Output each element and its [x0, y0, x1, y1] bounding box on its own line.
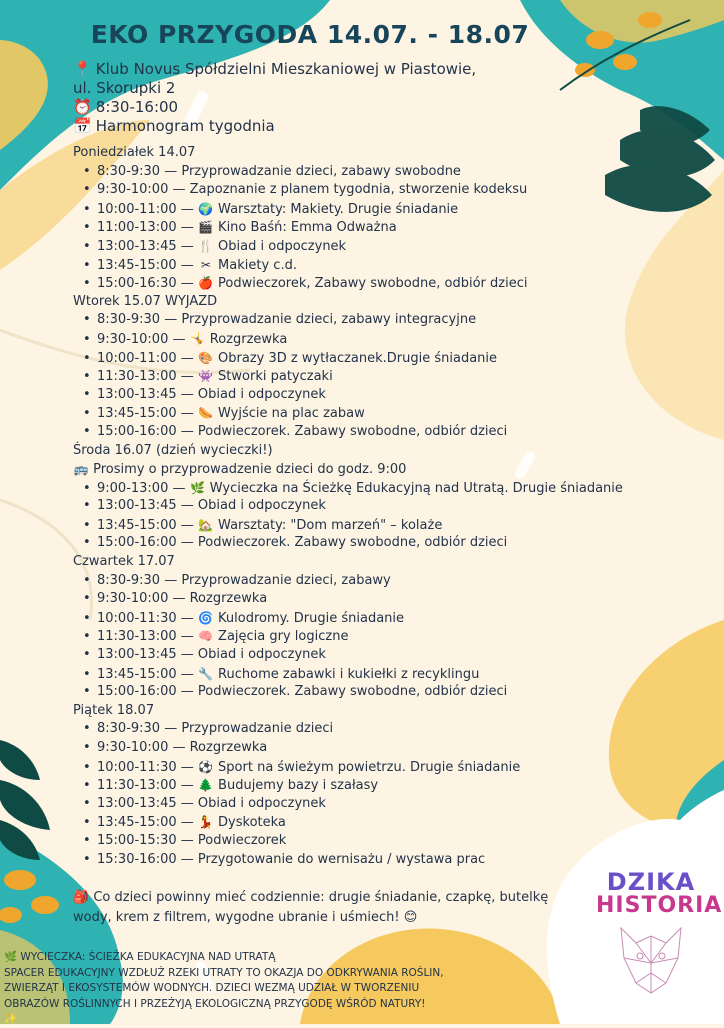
list-item [73, 237, 673, 256]
activity-icon: 🎬 [198, 220, 214, 235]
location-line-2: ul. Skorupki 2 [73, 79, 176, 97]
day-note-text: Prosimy o przyprowadzenie dzieci do godz. 9:00 [93, 462, 407, 478]
bullet-icon: • [83, 201, 91, 217]
item-time-text: 9:30-10:00 — Zapoznanie z planem tygodnia, stworzenie kodeksu [97, 182, 528, 198]
item-time-text: 10:00-11:00 — [97, 350, 194, 366]
day-heading: Środa 16.07 (dzień wycieczki!) [73, 442, 273, 458]
activity-text: Zajęcia gry logiczne [218, 629, 349, 645]
location-text-1: Klub Novus Spółdzielni Mieszkaniowej w Piastowie, [95, 60, 477, 78]
list-item [73, 181, 673, 200]
day-heading: Czwartek 17.07 [73, 554, 175, 570]
item-time-text: 10:00-11:00 — [97, 201, 194, 217]
bullet-icon: • [83, 163, 91, 179]
item-time-text: 13:00-13:45 — Obiad i odpoczynek [97, 795, 326, 811]
list-item [73, 813, 673, 832]
bullet-icon: • [83, 721, 91, 737]
list-item [73, 627, 673, 646]
activity-icon: 🌀 [198, 610, 214, 625]
bus-icon: 🚌 [73, 462, 89, 477]
list-item [73, 404, 673, 423]
hours-line [73, 98, 476, 117]
bullet-icon: • [83, 257, 91, 273]
wildcat-head-icon [596, 918, 706, 998]
list-item [73, 590, 673, 609]
gift-icon: 🎒 [73, 890, 90, 905]
list-item [73, 758, 673, 777]
list-item [73, 256, 673, 275]
list-item [73, 274, 673, 293]
bullet-icon: • [83, 182, 91, 198]
activity-text: Warsztaty: Makiety. Drugie śniadanie [218, 201, 459, 217]
list-item [73, 683, 673, 702]
item-time-text: 11:00-13:00 — [97, 220, 194, 236]
logo-line-2: HISTORIA [596, 893, 723, 918]
activity-icon: 👾 [198, 369, 214, 384]
bullet-icon: • [83, 369, 91, 385]
bullet-icon: • [83, 591, 91, 607]
activity-text: Wycieczka na Ścieżkę Edukacyjną nad Utratą. Drugie śniadanie [209, 480, 623, 496]
activity-text: Kino Baśń: Emma Odważna [218, 220, 397, 236]
activity-icon: 🤸 [190, 331, 206, 346]
essentials-line-2: wody, krem z filtrem, wygodne ubranie i uśmiech! [73, 910, 400, 925]
bullet-icon: • [83, 795, 91, 811]
bullet-icon: • [83, 406, 91, 422]
list-item [73, 720, 673, 739]
item-time-text: 13:45-15:00 — [97, 257, 194, 273]
activity-text: Budujemy bazy i szałasy [218, 778, 379, 794]
trip-title: WYCIECZKA: ŚCIEŻKA EDUKACYJNA NAD UTRATĄ [20, 951, 276, 963]
bullet-icon: • [83, 498, 91, 514]
bullet-icon: • [83, 684, 91, 700]
list-item [73, 423, 673, 442]
bullet-icon: • [83, 815, 91, 831]
bullet-icon: • [83, 276, 91, 292]
activity-text: Stworki patyczaki [218, 369, 333, 385]
item-time-text: 11:30-13:00 — [97, 778, 194, 794]
item-time-text: 13:00-13:45 — Obiad i odpoczynek [97, 647, 326, 663]
item-time-text: 13:45-15:00 — [97, 517, 194, 533]
logo-line-1: DZIKA [606, 868, 696, 896]
bullet-icon: • [83, 423, 91, 439]
item-time-text: 15:00-16:30 — [97, 276, 194, 292]
bullet-icon: • [83, 480, 91, 496]
activity-text: Obrazy 3D z wytłaczanek.Drugie śniadanie [218, 350, 498, 366]
day-heading: Piątek 18.07 [73, 702, 155, 718]
item-time-text: 13:00-13:45 — [97, 238, 194, 254]
activity-icon: 🎨 [198, 350, 214, 365]
schedule-heading-line [73, 117, 476, 136]
bullet-icon: • [83, 740, 91, 755]
activity-icon: 🔧 [198, 666, 214, 681]
item-time-text: 15:30-16:00 — Przygotowanie do wernisażu / wystawa prac [97, 851, 486, 867]
day-heading: Poniedziałek 14.07 [73, 145, 196, 160]
activity-icon: ⚽ [198, 759, 214, 774]
bullet-icon: • [83, 832, 91, 848]
day-heading: Wtorek 15.07 WYJAZD [73, 293, 218, 309]
bullet-icon: • [83, 331, 91, 347]
activity-text: Warsztaty: "Dom marzeń" – kolaże [218, 517, 443, 533]
schedule-heading: Harmonogram tygodnia [95, 117, 275, 135]
activity-text: Obiad i odpoczynek [218, 238, 347, 254]
list-item [73, 218, 673, 237]
activity-icon: ✂ [200, 257, 211, 272]
bullet-icon: • [83, 647, 91, 663]
activity-text: Podwieczorek, Zabawy swobodne, odbiór dzieci [218, 276, 528, 292]
activity-text: Ruchome zabawki i kukiełki z recyklingu [218, 666, 480, 682]
smile-icon: 😊 [403, 910, 418, 925]
bullet-icon: • [83, 312, 91, 328]
bullet-icon: • [83, 666, 91, 682]
list-item [73, 330, 673, 349]
bullet-icon: • [83, 629, 91, 645]
trip-description [4, 950, 524, 1028]
pin-icon: 📍 [73, 60, 92, 78]
item-time-text: 15:00-16:00 — Podwieczorek. Zabawy swobodne, odbiór dzieci [97, 684, 508, 700]
list-item [73, 367, 673, 386]
weekly-schedule [73, 144, 673, 869]
list-item [73, 646, 673, 665]
bullet-icon: • [83, 220, 91, 236]
alarm-clock-icon: ⏰ [73, 98, 92, 116]
bullet-icon: • [83, 851, 91, 867]
activity-icon: 💃 [198, 815, 214, 830]
list-item [73, 200, 673, 219]
list-item [73, 832, 673, 851]
location-line [73, 60, 476, 79]
daily-essentials [73, 888, 553, 928]
item-time-text: 8:30-9:30 — Przyprowadzanie dzieci [97, 721, 334, 737]
activity-text: Sport na świeżym powietrzu. Drugie śniadanie [218, 759, 521, 775]
event-info [73, 60, 476, 136]
item-time-text: 9:30-10:00 — Rozgrzewka [97, 740, 268, 755]
bullet-icon: • [83, 350, 91, 366]
item-time-text: 8:30-9:30 — Przyprowadzanie dzieci, zabawy integracyjne [97, 312, 477, 328]
activity-icon: 🍎 [198, 276, 214, 291]
item-time-text: 13:00-13:45 — Obiad i odpoczynek [97, 498, 326, 514]
item-time-text: 10:00-11:30 — [97, 759, 194, 775]
activity-icon: 🌭 [198, 406, 214, 421]
item-time-text: 8:30-9:30 — Przyprowadzanie dzieci, zabawy [97, 572, 391, 588]
dzika-historia-logo [596, 868, 723, 1002]
activity-icon: 🌿 [190, 480, 206, 495]
item-time-text: 15:00-16:00 — Podwieczorek. Zabawy swobodne, odbiór dzieci [97, 423, 508, 439]
sparkle-icon: ✨ [4, 1013, 18, 1025]
page-title: EKO PRZYGODA 14.07. - 18.07 [90, 20, 530, 49]
bullet-icon: • [83, 517, 91, 533]
list-item [73, 311, 673, 330]
list-item [73, 776, 673, 795]
item-time-text: 8:30-9:30 — Przyprowadzanie dzieci, zabawy swobodne [97, 163, 461, 179]
item-time-text: 13:00-13:45 — Obiad i odpoczynek [97, 386, 326, 402]
item-time-text: 13:45-15:00 — [97, 406, 194, 422]
bullet-icon: • [83, 572, 91, 588]
list-item [73, 572, 673, 591]
bullet-icon: • [83, 535, 91, 551]
bullet-icon: • [83, 759, 91, 775]
activity-icon: 🍴 [198, 238, 214, 253]
activity-text: Wyjście na plac zabaw [218, 406, 365, 422]
item-time-text: 15:00-16:00 — Podwieczorek. Zabawy swobodne, odbiór dzieci [97, 535, 508, 551]
bullet-icon: • [83, 386, 91, 402]
essentials-line-1: Co dzieci powinny mieć codziennie: drugie śniadanie, czapkę, butelkę [93, 890, 549, 905]
list-item [73, 386, 673, 405]
activity-icon: 🌍 [198, 201, 214, 216]
item-time-text: 13:45-15:00 — [97, 815, 194, 831]
list-item [73, 497, 673, 516]
item-time-text: 13:45-15:00 — [97, 666, 194, 682]
item-time-text: 9:00-13:00 — [97, 480, 186, 496]
herb-icon: 🌿 [4, 951, 18, 963]
list-item [73, 479, 673, 498]
list-item [73, 609, 673, 628]
activity-icon: 🧠 [198, 629, 214, 644]
trip-line-4: OBRAZÓW ROŚLINNYCH I PRZEŻYJĄ EKOLOGICZNĄ PRZYGODĘ WŚRÓD NATURY! [4, 997, 426, 1010]
list-item [73, 163, 673, 182]
activity-icon: 🌲 [198, 778, 214, 793]
list-item [73, 516, 673, 535]
list-item [73, 851, 673, 870]
item-time-text: 9:30-10:00 — Rozgrzewka [97, 591, 268, 607]
activity-text: Kulodromy. Drugie śniadanie [218, 610, 405, 626]
bullet-icon: • [83, 610, 91, 626]
list-item [73, 534, 673, 553]
bullet-icon: • [83, 778, 91, 794]
bullet-icon: • [83, 238, 91, 254]
list-item [73, 795, 673, 814]
calendar-icon: 📅 [73, 117, 92, 135]
activity-icon: 🏡 [198, 517, 214, 532]
item-time-text: 10:00-11:30 — [97, 610, 194, 626]
activity-text: Makiety c.d. [218, 257, 297, 273]
item-time-text: 11:30-13:00 — [97, 369, 194, 385]
day-note [73, 460, 673, 479]
list-item [73, 349, 673, 368]
item-time-text: 9:30-10:00 — [97, 331, 186, 347]
activity-text: Dyskoteka [218, 815, 286, 831]
trip-line-2: SPACER EDUKACYJNY WZDŁUŻ RZEKI UTRATY TO OKAZJA DO ODKRYWANIA ROŚLIN, [4, 966, 444, 979]
trip-line-3: ZWIERZĄT I EKOSYSTEMÓW WODNYCH. DZIECI WEZMĄ UDZIAŁ W TWORZENIU [4, 982, 420, 994]
item-time-text: 15:00-15:30 — Podwieczorek [97, 832, 287, 848]
item-time-text: 11:30-13:00 — [97, 629, 194, 645]
hours-text: 8:30-16:00 [95, 98, 179, 116]
list-item [73, 739, 673, 758]
list-item [73, 665, 673, 684]
activity-text: Rozgrzewka [209, 331, 288, 347]
